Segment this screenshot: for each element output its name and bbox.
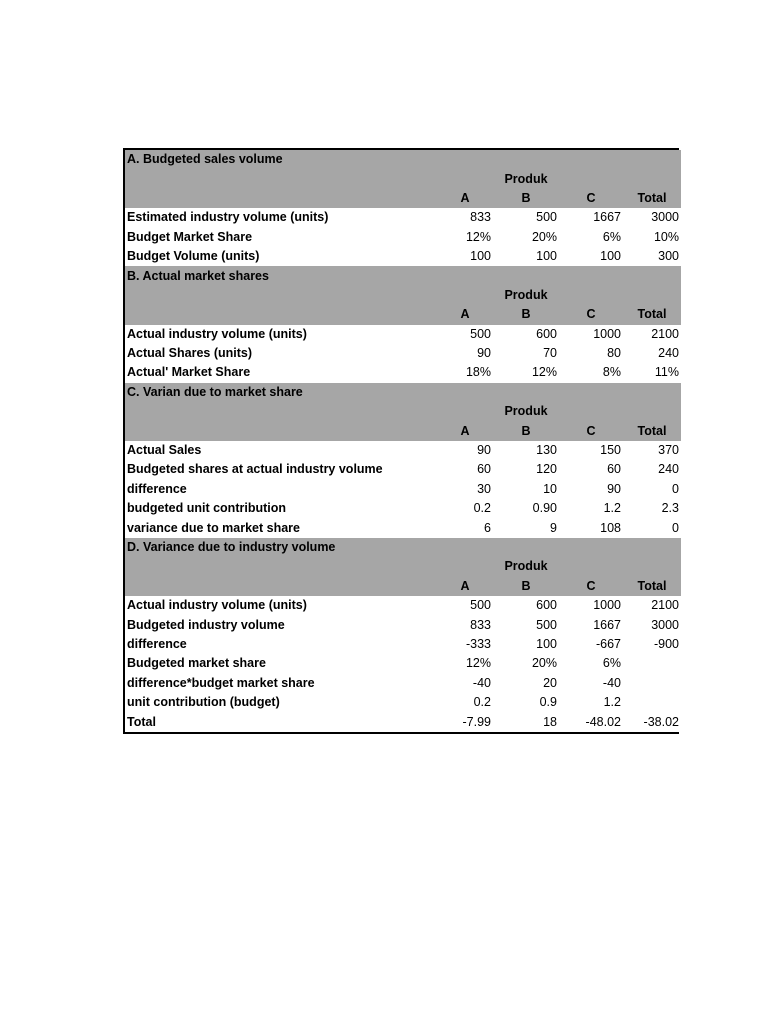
column-header: B <box>493 305 559 324</box>
cell-a: 18% <box>437 363 493 382</box>
column-header-row <box>125 189 681 208</box>
group-label: Produk <box>493 286 559 305</box>
column-header: B <box>493 189 559 208</box>
table-row <box>125 712 681 731</box>
column-header: Total <box>623 421 681 440</box>
cell-a: -40 <box>437 674 493 693</box>
cell-b: 500 <box>493 208 559 227</box>
section-title-row <box>125 266 681 285</box>
cell-total: 300 <box>623 247 681 266</box>
section-title: C. Varian due to market share <box>125 383 681 402</box>
section-title-row <box>125 150 681 169</box>
table-row <box>125 228 681 247</box>
row-label: Actual Shares (units) <box>125 344 437 363</box>
group-label: Produk <box>493 402 559 421</box>
row-label: Actual industry volume (units) <box>125 596 437 615</box>
section-title-row <box>125 538 681 557</box>
cell-b: 70 <box>493 344 559 363</box>
column-header-row <box>125 421 681 440</box>
row-label: Budgeted shares at actual industry volume <box>125 460 437 479</box>
table-row <box>125 208 681 227</box>
column-header: Total <box>623 577 681 596</box>
section-title: B. Actual market shares <box>125 266 681 285</box>
cell-a: 12% <box>437 654 493 673</box>
cell-b: 0.90 <box>493 499 559 518</box>
cell-b: 100 <box>493 635 559 654</box>
row-label: unit contribution (budget) <box>125 693 437 712</box>
group-label-row <box>125 402 681 421</box>
cell-b: 100 <box>493 247 559 266</box>
row-label: variance due to market share <box>125 518 437 537</box>
cell-c: 6% <box>559 228 623 247</box>
table-row <box>125 693 681 712</box>
section-title: A. Budgeted sales volume <box>125 150 681 169</box>
cell-b: 0.9 <box>493 693 559 712</box>
cell-total <box>623 674 681 693</box>
table-row <box>125 460 681 479</box>
cell-total <box>623 654 681 673</box>
cell-b: 20% <box>493 228 559 247</box>
cell-c: 1667 <box>559 615 623 634</box>
cell-c: 1.2 <box>559 693 623 712</box>
table-row <box>125 325 681 344</box>
column-header: B <box>493 577 559 596</box>
table-row <box>125 674 681 693</box>
cell-b: 600 <box>493 596 559 615</box>
column-header: C <box>559 305 623 324</box>
table-row <box>125 635 681 654</box>
cell-c: 8% <box>559 363 623 382</box>
row-label: Actual Sales <box>125 441 437 460</box>
column-header: B <box>493 421 559 440</box>
cell-b: 10 <box>493 480 559 499</box>
cell-a: 90 <box>437 344 493 363</box>
cell-c: 100 <box>559 247 623 266</box>
cell-a: 0.2 <box>437 499 493 518</box>
table-row <box>125 441 681 460</box>
cell-a: 60 <box>437 460 493 479</box>
cell-c: 1667 <box>559 208 623 227</box>
row-label: difference <box>125 480 437 499</box>
cell-c: 1.2 <box>559 499 623 518</box>
cell-total: 0 <box>623 480 681 499</box>
cell-b: 12% <box>493 363 559 382</box>
cell-c: 90 <box>559 480 623 499</box>
section-title-row <box>125 383 681 402</box>
column-header: Total <box>623 189 681 208</box>
row-label: Total <box>125 712 437 731</box>
column-header: C <box>559 577 623 596</box>
column-header: Total <box>623 305 681 324</box>
table-row <box>125 247 681 266</box>
row-label: Budgeted market share <box>125 654 437 673</box>
cell-a: 500 <box>437 325 493 344</box>
cell-c: 1000 <box>559 325 623 344</box>
cell-c: 1000 <box>559 596 623 615</box>
row-label: budgeted unit contribution <box>125 499 437 518</box>
cell-b: 120 <box>493 460 559 479</box>
cell-a: 833 <box>437 615 493 634</box>
row-label: Budget Volume (units) <box>125 247 437 266</box>
column-header-row <box>125 305 681 324</box>
group-label: Produk <box>493 557 559 576</box>
cell-b: 600 <box>493 325 559 344</box>
cell-a: 0.2 <box>437 693 493 712</box>
cell-b: 130 <box>493 441 559 460</box>
cell-c: 60 <box>559 460 623 479</box>
table-row <box>125 344 681 363</box>
cell-total <box>623 693 681 712</box>
group-label-row <box>125 286 681 305</box>
row-label: Actual industry volume (units) <box>125 325 437 344</box>
variance-table <box>125 150 681 732</box>
column-header: A <box>437 421 493 440</box>
column-header: A <box>437 577 493 596</box>
cell-b: 20% <box>493 654 559 673</box>
cell-total: 11% <box>623 363 681 382</box>
cell-a: 90 <box>437 441 493 460</box>
column-header: A <box>437 189 493 208</box>
row-label: difference*budget market share <box>125 674 437 693</box>
cell-total: -38.02 <box>623 712 681 731</box>
section-title: D. Variance due to industry volume <box>125 538 681 557</box>
cell-total: 3000 <box>623 615 681 634</box>
cell-c: 150 <box>559 441 623 460</box>
cell-c: 108 <box>559 518 623 537</box>
table-row <box>125 518 681 537</box>
cell-total: 2100 <box>623 596 681 615</box>
cell-b: 18 <box>493 712 559 731</box>
column-header-row <box>125 577 681 596</box>
group-label-row <box>125 557 681 576</box>
cell-b: 20 <box>493 674 559 693</box>
cell-c: -40 <box>559 674 623 693</box>
column-header: A <box>437 305 493 324</box>
group-label: Produk <box>493 169 559 188</box>
cell-a: 100 <box>437 247 493 266</box>
cell-total: 10% <box>623 228 681 247</box>
cell-total: 240 <box>623 460 681 479</box>
cell-a: 30 <box>437 480 493 499</box>
table-row <box>125 615 681 634</box>
cell-c: 80 <box>559 344 623 363</box>
cell-b: 500 <box>493 615 559 634</box>
cell-a: -333 <box>437 635 493 654</box>
cell-total: 240 <box>623 344 681 363</box>
table-row <box>125 654 681 673</box>
row-label: difference <box>125 635 437 654</box>
cell-a: 500 <box>437 596 493 615</box>
row-label: Budget Market Share <box>125 228 437 247</box>
cell-total: 2.3 <box>623 499 681 518</box>
cell-c: 6% <box>559 654 623 673</box>
cell-total: -900 <box>623 635 681 654</box>
column-header: C <box>559 421 623 440</box>
table-row <box>125 596 681 615</box>
cell-a: 833 <box>437 208 493 227</box>
cell-c: -667 <box>559 635 623 654</box>
cell-b: 9 <box>493 518 559 537</box>
table-row <box>125 499 681 518</box>
table-row <box>125 480 681 499</box>
row-label: Budgeted industry volume <box>125 615 437 634</box>
cell-a: -7.99 <box>437 712 493 731</box>
cell-a: 6 <box>437 518 493 537</box>
cell-total: 2100 <box>623 325 681 344</box>
row-label: Actual' Market Share <box>125 363 437 382</box>
cell-a: 12% <box>437 228 493 247</box>
cell-total: 3000 <box>623 208 681 227</box>
group-label-row <box>125 169 681 188</box>
spreadsheet-table <box>123 148 679 734</box>
row-label: Estimated industry volume (units) <box>125 208 437 227</box>
table-row <box>125 363 681 382</box>
cell-total: 0 <box>623 518 681 537</box>
column-header: C <box>559 189 623 208</box>
cell-c: -48.02 <box>559 712 623 731</box>
cell-total: 370 <box>623 441 681 460</box>
